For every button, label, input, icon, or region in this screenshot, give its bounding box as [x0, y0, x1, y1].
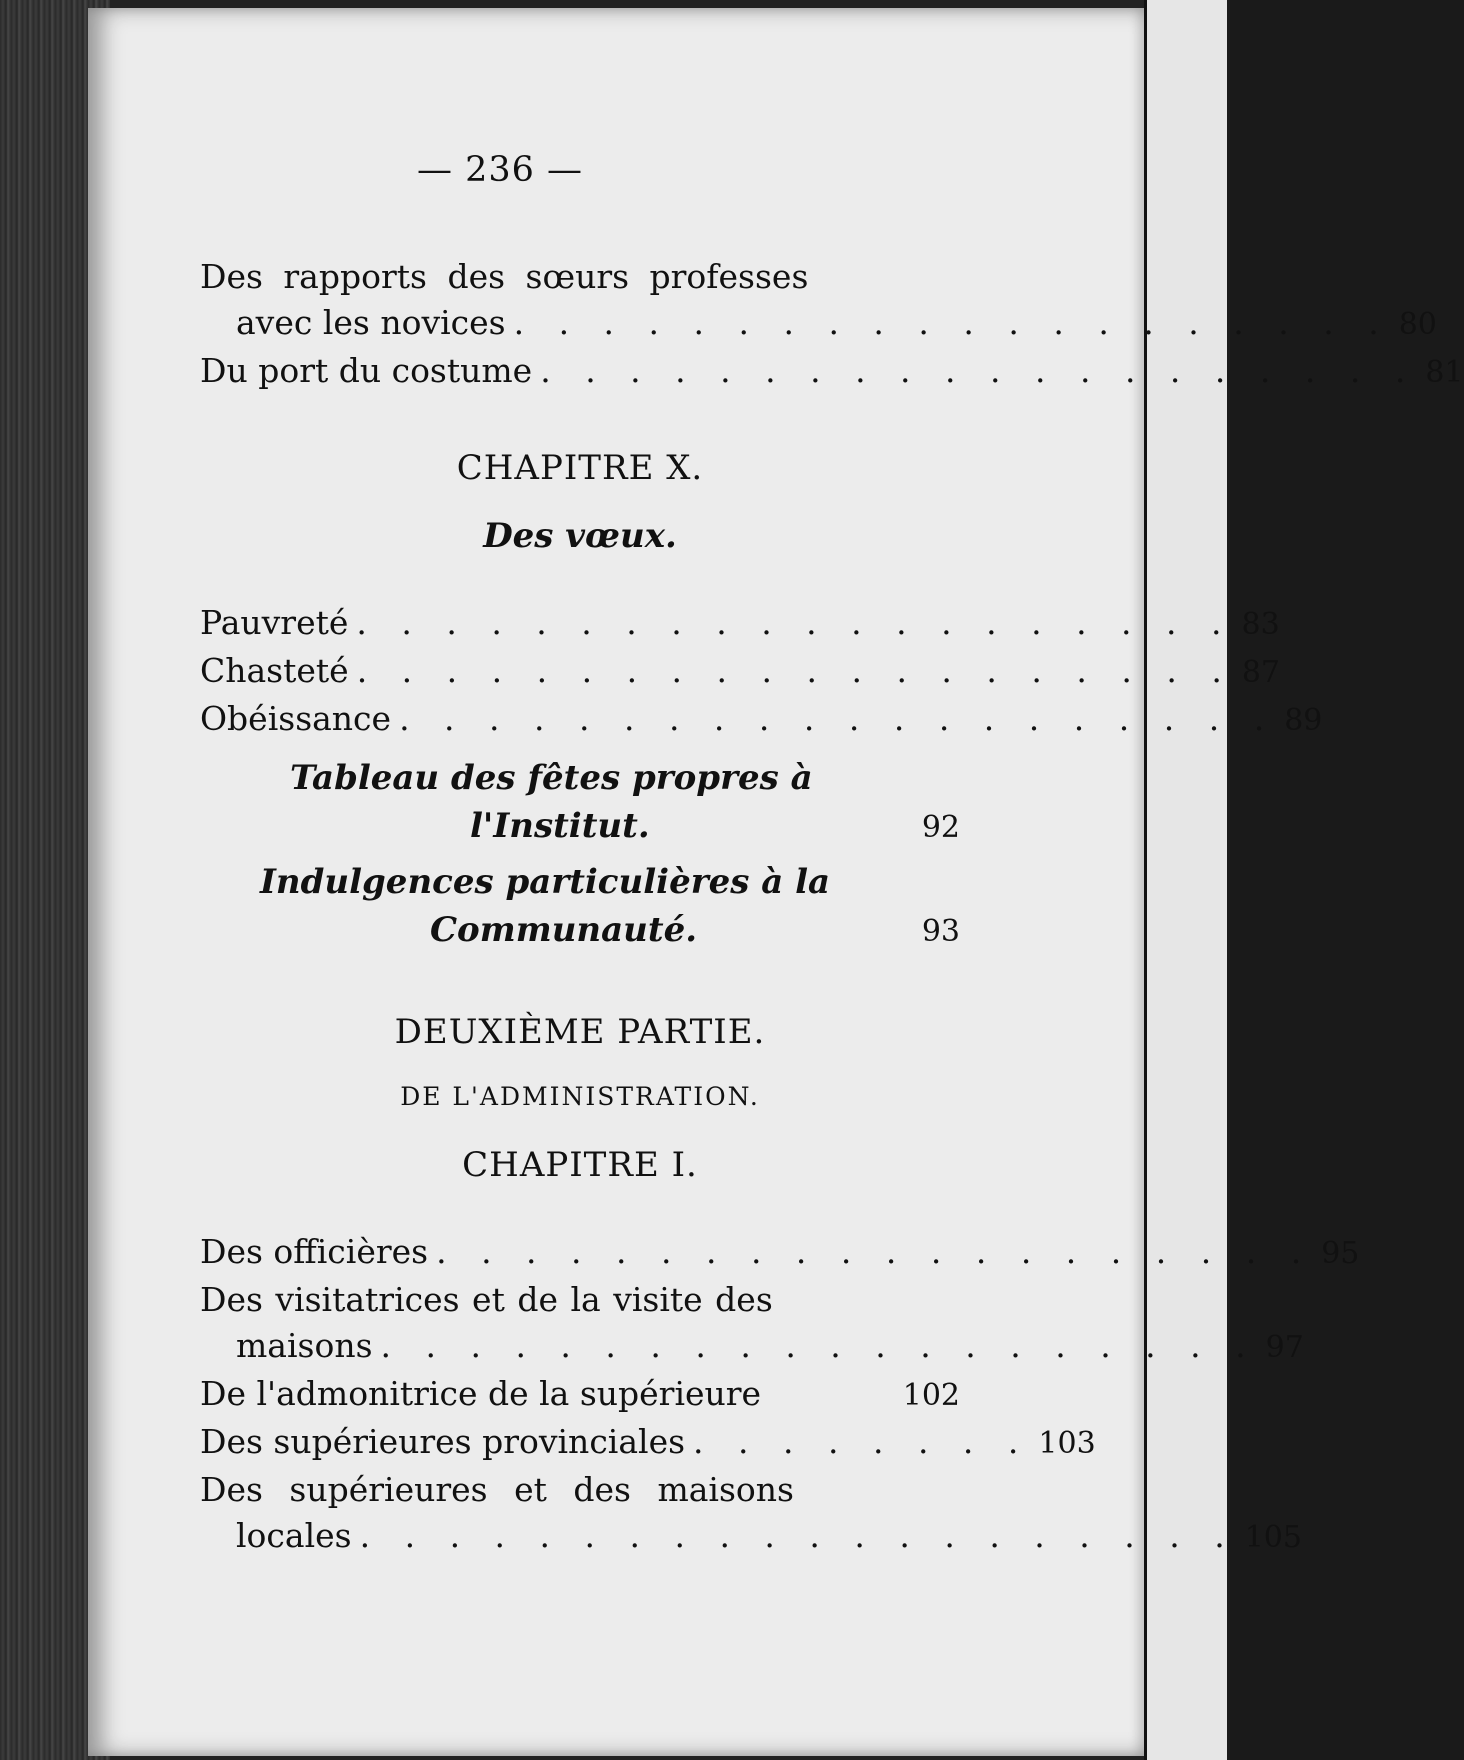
toc-entry-page: 105 [1244, 1520, 1302, 1555]
toc-entry-label-cont: locales [236, 1516, 352, 1555]
toc-entry: Des rapports des sœurs professes avec les novices . . . . . . . . . . . . . . . . . . . . 80 [200, 254, 960, 348]
chapter-heading: CHAPITRE X. [456, 448, 704, 488]
toc-entry-page: 83 [1241, 607, 1280, 642]
chapter-subtitle: Des vœux. [483, 516, 677, 556]
toc-entry-label: Chasteté [200, 651, 349, 690]
toc-entry-indulgences [200, 858, 960, 954]
toc-entry-page: 80 [1398, 307, 1437, 342]
toc-entry-page: 89 [1284, 703, 1323, 738]
toc-entry-label: Du port du costume [200, 351, 533, 390]
toc-entry-label: Des supérieures et des maisons [200, 1470, 794, 1509]
toc-entry: Des officières . . . . . . . . . . . . . . . . . . . . 95 [200, 1229, 960, 1277]
page-number: — 236 — [416, 150, 584, 190]
toc-entry-page: 103 [1038, 1426, 1096, 1461]
toc-entry: Obéissance . . . . . . . . . . . . . . . . . . . . 89 [200, 696, 960, 744]
toc-entry-label: Des rapports des sœurs professes [200, 257, 809, 296]
toc-entry-label-cont: maisons [236, 1326, 373, 1365]
toc-entry-page: 81 [1425, 355, 1464, 390]
toc-entry [200, 1371, 960, 1419]
toc-entry-label: Des visitatrices et de la visite des [200, 1280, 773, 1319]
toc-entry-label: Tableau des fêtes propres à [290, 758, 813, 798]
toc-entry: Pauvreté . . . . . . . . . . . . . . . . . . . . 83 [200, 600, 960, 648]
toc-entry-label: De l'admonitrice de la supérieure [200, 1374, 762, 1413]
toc-entry-page: 93 [921, 914, 960, 949]
toc-entry: Des visitatrices et de la visite des maisons . . . . . . . . . . . . . . . . . . . . 97 [200, 1277, 960, 1371]
toc-entry-page: 87 [1241, 655, 1280, 690]
toc-entry-label: Pauvreté [200, 603, 349, 642]
toc-entry-page: 102 [902, 1378, 960, 1413]
part-heading: DEUXIÈME PARTIE. [394, 1012, 766, 1052]
toc-entry-label-cont: Communauté. [430, 910, 698, 950]
next-page-edge [1144, 0, 1227, 1760]
toc-entry-tableau [200, 754, 960, 850]
toc-entry-label-cont: avec les novices [236, 303, 506, 342]
toc-entry-label: Des officières [200, 1232, 429, 1271]
toc-entry: Du port du costume . . . . . . . . . . . . . . . . . . . . 81 [200, 348, 960, 396]
toc-entry-label: Obéissance [200, 699, 392, 738]
toc-entry-label-cont: l'Institut. [470, 806, 650, 846]
toc-entry-page: 97 [1265, 1330, 1304, 1365]
toc-entry-page: 92 [921, 810, 960, 845]
table-of-contents [200, 150, 1464, 1561]
toc-entry: Des supérieures et des maisons locales . . . . . . . . . . . . . . . . . . . . 105 [200, 1467, 960, 1561]
part-subheading: DE L'ADMINISTRATION. [400, 1082, 760, 1111]
toc-entry: Des supérieures provinciales . . . . . . . . 103 [200, 1419, 960, 1467]
chapter-heading: CHAPITRE I. [462, 1145, 698, 1185]
toc-entry-label: Des supérieures provinciales [200, 1422, 686, 1461]
toc-entry: Chasteté . . . . . . . . . . . . . . . . . . . . 87 [200, 648, 960, 696]
toc-entry-label: Indulgences particulières à la [260, 862, 831, 902]
toc-entry-page: 95 [1321, 1236, 1360, 1271]
